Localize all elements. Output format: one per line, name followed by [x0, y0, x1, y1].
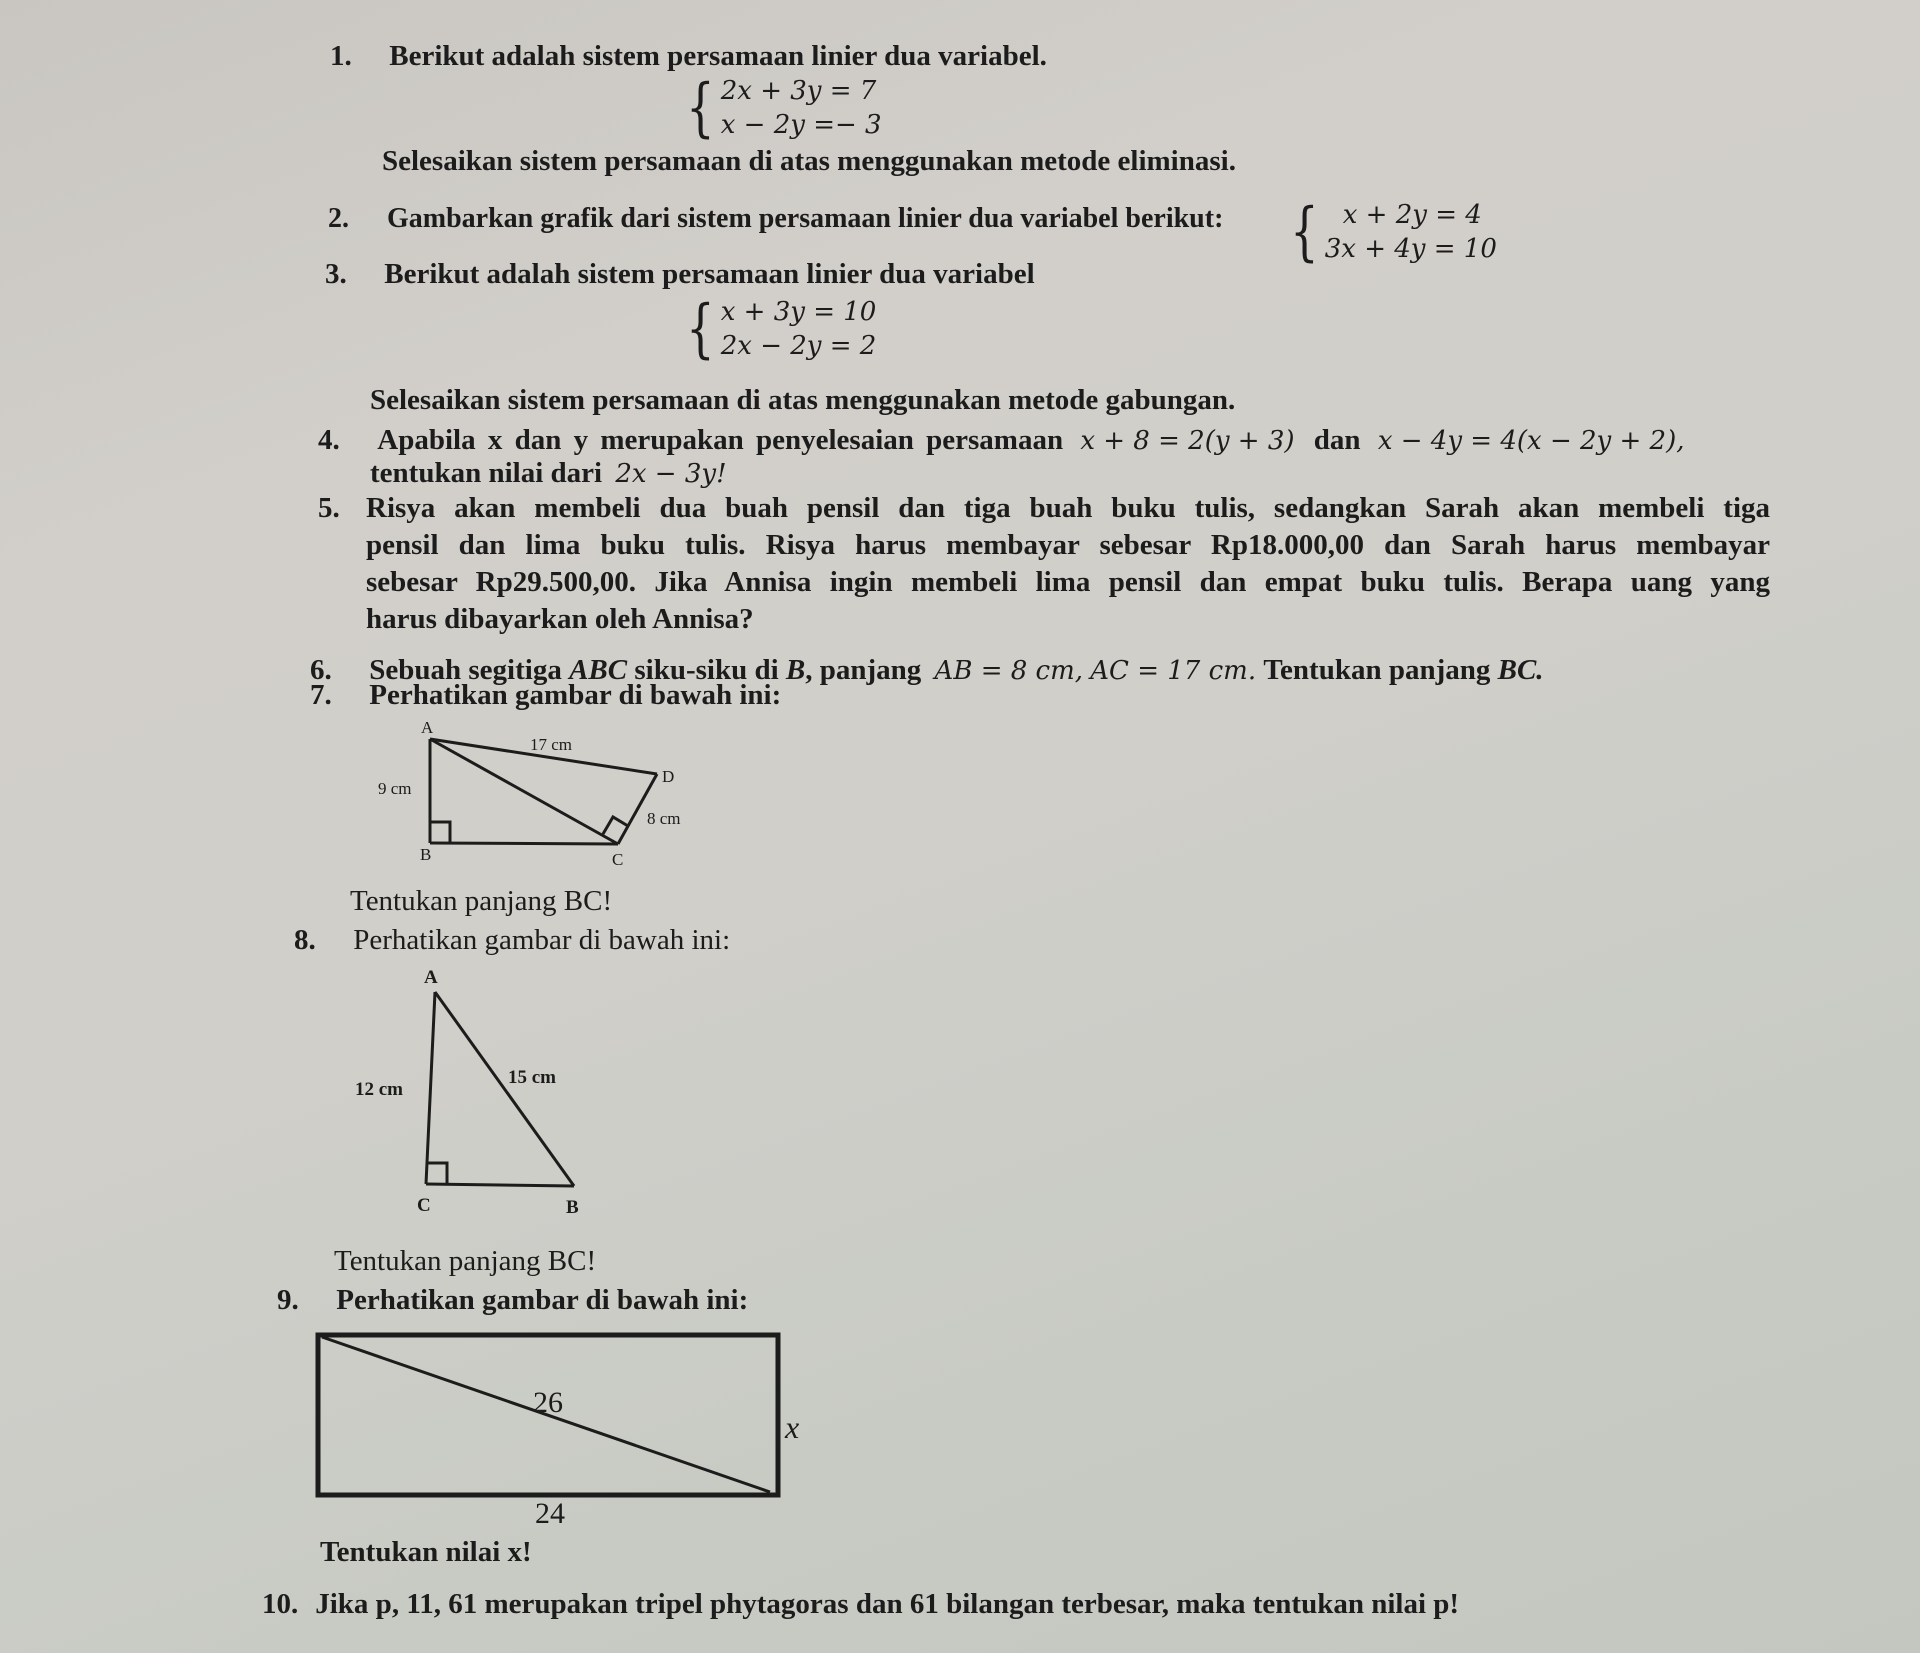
question-number: 7. [310, 679, 332, 711]
figure-triangle-abc [340, 955, 600, 1225]
question-number: 3. [325, 258, 347, 290]
equation-system-2 [1284, 195, 1497, 269]
question-3 [325, 256, 1035, 292]
vertex-name: B [785, 654, 806, 686]
question-number: 5. [318, 492, 340, 524]
side-x-label: x [785, 1409, 800, 1445]
question-text: Perhatikan gambar di bawah ini: [369, 679, 782, 711]
diagonal-length: 26 [533, 1386, 563, 1419]
bottom-length: 24 [535, 1497, 565, 1530]
question-4 [318, 422, 1685, 459]
equation: x + 3y = 10 [720, 297, 877, 327]
question-3-instruction [370, 382, 1235, 418]
brace-icon: { [686, 71, 715, 145]
question-5 [366, 490, 1770, 638]
question-number: 9. [277, 1284, 299, 1316]
question-text: Apabila x dan y merupakan penyelesaian persamaan [377, 424, 1064, 456]
question-text: dan [1313, 424, 1361, 456]
question-10 [262, 1586, 1459, 1622]
equation-system-1 [680, 71, 882, 145]
question-number: 8. [294, 924, 316, 956]
triangle-name: ABC [569, 654, 628, 686]
label-b: B [420, 845, 432, 864]
brace-icon: { [1290, 195, 1319, 269]
question-text: Tentukan panjang [1263, 654, 1491, 686]
question-number: 4. [318, 424, 340, 456]
figure-rectangle [300, 1320, 850, 1560]
question-number: 2. [328, 203, 349, 234]
instruction-text: Selesaikan sistem persamaan di atas menggunakan metode eliminasi. [382, 145, 1236, 177]
equation: x + 8 = 2(y + 3) [1080, 426, 1295, 456]
equation: 3x + 4y = 10 [1324, 234, 1497, 264]
question-text: Jika p, 11, 61 merupakan tripel phytagoras dan 61 bilangan terbesar, maka tentukan nilai p! [315, 1588, 1460, 1620]
side-ab-length: 9 cm [378, 779, 412, 798]
question-line: sebesar Rp29.500,00. Jika Annisa ingin membeli lima pensil dan empat buku tulis. Berapa uang yang [366, 566, 1770, 598]
equation: x − 4y = 4(x − 2y + 2), [1377, 426, 1685, 456]
question-7 [310, 677, 781, 713]
instruction-text: Tentukan panjang BC! [350, 885, 613, 917]
equation: AB = 8 cm, [934, 656, 1084, 686]
instruction-text: Tentukan nilai x! [320, 1536, 532, 1568]
question-number: 6. [310, 654, 332, 686]
side-cd-length: 8 cm [647, 809, 681, 828]
question-text: Perhatikan gambar di bawah ini: [353, 924, 731, 956]
equation: x − 2y =− 3 [720, 110, 882, 140]
side-ad-length: 17 cm [530, 735, 573, 754]
side-ab-length: 15 cm [508, 1067, 557, 1088]
question-9-instruction [320, 1534, 532, 1570]
question-text: tentukan nilai dari [370, 457, 603, 489]
label-a: A [421, 718, 434, 737]
question-text: Gambarkan grafik dari sistem persamaan linier dua variabel berikut: [387, 203, 1224, 234]
question-1 [330, 38, 1047, 74]
side-ac-length: 12 cm [355, 1079, 404, 1100]
equation: AC = 17 cm. [1090, 656, 1257, 686]
brace-icon: { [686, 292, 715, 366]
question-4-line-2 [370, 455, 727, 492]
equation: 2x + 3y = 7 [720, 76, 877, 106]
question-number: 1. [330, 40, 352, 72]
question-text: , panjang [805, 654, 922, 686]
question-line: pensil dan lima buku tulis. Risya harus membayar sebesar Rp18.000,00 dan Sarah harus membayar [366, 529, 1770, 561]
question-2 [328, 201, 1223, 237]
question-text: Berikut adalah sistem persamaan linier dua variabel. [389, 40, 1047, 72]
label-c: C [612, 850, 624, 869]
question-text: Berikut adalah sistem persamaan linier dua variabel [384, 258, 1035, 290]
equation: 2x − 2y = 2 [720, 331, 877, 361]
instruction-text: Tentukan panjang BC! [334, 1245, 597, 1277]
label-b: B [566, 1197, 579, 1218]
equation-system-3 [680, 292, 877, 366]
target-segment: BC. [1497, 654, 1544, 686]
question-8 [294, 922, 730, 958]
figure-quadrilateral-abcd [360, 710, 700, 870]
question-8-instruction [334, 1243, 596, 1279]
question-9 [277, 1282, 748, 1318]
label-d: D [662, 767, 675, 786]
equation: x + 2y = 4 [1342, 200, 1482, 230]
question-line: harus dibayarkan oleh Annisa? [366, 603, 754, 635]
question-text: Perhatikan gambar di bawah ini: [336, 1284, 749, 1316]
label-a: A [424, 967, 438, 988]
question-5-number [318, 490, 340, 526]
question-number: 10. [262, 1588, 299, 1620]
expression: 2x − 3y! [615, 459, 727, 489]
label-c: C [417, 1195, 431, 1216]
question-text: siku-siku di [634, 654, 779, 686]
question-text: Sebuah segitiga [369, 654, 562, 686]
question-7-instruction [350, 883, 612, 919]
question-line: Risya akan membeli dua buah pensil dan tiga buah buku tulis, sedangkan Sarah akan membeli tiga [366, 492, 1770, 524]
question-1-instruction [382, 143, 1236, 179]
instruction-text: Selesaikan sistem persamaan di atas menggunakan metode gabungan. [370, 384, 1236, 416]
